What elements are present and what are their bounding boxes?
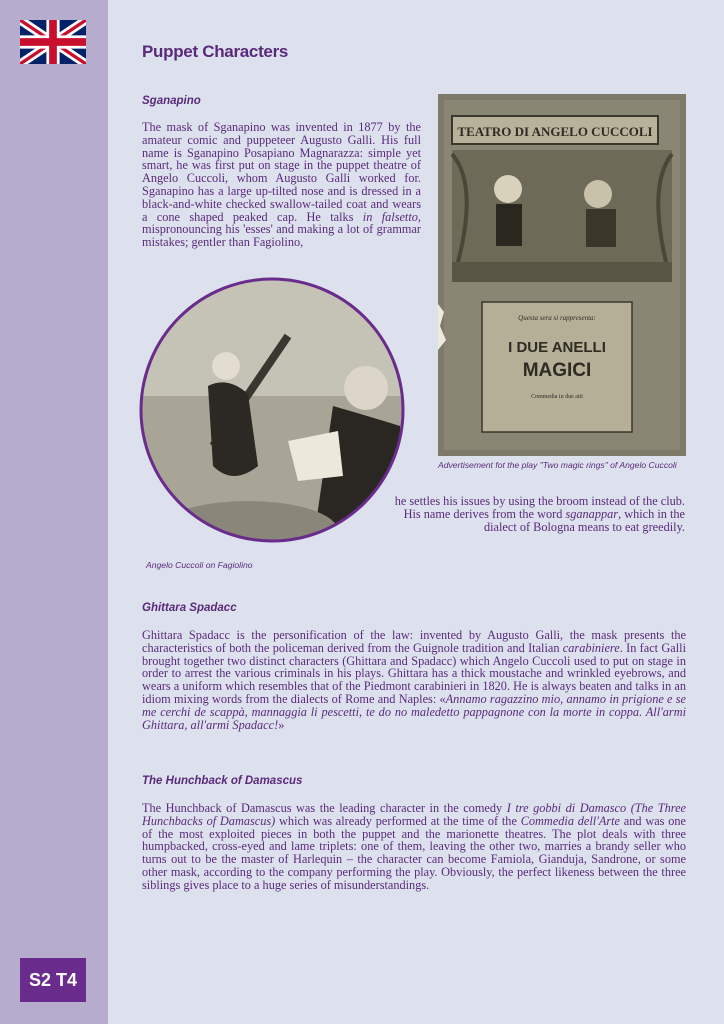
portrait-image [138, 276, 406, 544]
poster-image [438, 94, 686, 456]
poster-small-text: Questa sera si rappresenta: [518, 314, 596, 322]
text: The Hunchback of Damascus was the leading character in the comedy [142, 801, 503, 815]
text: and was one of the most exploited pieces in both the puppet and the marionette theatres. The plot deals with three humpbacked, cross-eyed and lame triplets: one of them, leaving the other two, marries a brandy seller who turns out to be the master of Harlequin – the character can become Famiola, Gianduja, Sandrone, or some other mask, according to the company performing the play. Obviously, the perfect likeness between the three siblings gives place to a huge series of misunderstandings. [142, 813, 687, 892]
heading-sganapino: Sganapino [142, 95, 201, 107]
heading-ghittara: Ghittara Spadacc [142, 602, 237, 614]
text: . In fact Galli brought together two distinct characters (Ghittara and Spadacc) which Angelo Cuccoli used to put on stage in order to arrest the various criminals in his plays. Ghittara has a thick moustache and wrinkled eyebrows, and wears a uniform which resembles that of the Piedmont carabinieri in 1820. He is always beaten and talks in an idiom mixing words from the dialects of Rome and Naples: « [142, 640, 686, 706]
italic-text: in falsetto [362, 209, 418, 224]
text: Ghittara Spadacc is the personification of the law: invented by Augusto Galli, the mask presents the characteristics of both the policeman derived from the Guignole tradition and Italian [142, 628, 686, 655]
text: , mispronouncing his 'esses' and making a lot of grammar mistakes; gentler than Fagiolino, [142, 209, 421, 250]
poster-play-line2: MAGICI [522, 360, 592, 381]
portrait-caption: Angelo Cuccoli on Fagiolino [146, 560, 253, 570]
text: he settles his issues by using the broom instead of the club. His name derives from the word [394, 494, 685, 521]
italic-text: sganappar [565, 506, 619, 521]
paragraph-sganapino-1 [142, 121, 421, 249]
text: » [278, 717, 285, 732]
section-badge: S2 T4 [20, 958, 86, 1002]
text: The mask of Sganapino was invented in 1877 by the amateur comic and puppeteer Augusto Galli. His full name is Sganapino Posapiano Magnarazza: simple yet smart, he was first put on stage in the puppet theatre of Angelo Cuccoli, whom Augusto Galli worked for. Sganapino has a large up-tilted nose and is dressed in a black-and-white checked swallow-tailed coat and wears a cone shaped peaked cap. He talks [142, 120, 421, 224]
paragraph-ghittara [142, 629, 686, 731]
poster-play-line1: I DUE ANELLI [508, 339, 606, 356]
italic-text: Annamo ragazzino mio, annamo in prigione e se me cerchi de scappà, mannaggia li pescetti, te do no maledetto pappagnone con la morte in coppa. All'armi Ghittara, all'armi Spadacc! [142, 691, 686, 732]
poster-sub-text: Commedia in due atti [531, 394, 583, 400]
heading-hunchback: The Hunchback of Damascus [142, 775, 303, 787]
page-title: Puppet Characters [142, 42, 289, 61]
uk-flag-icon [20, 20, 86, 64]
italic-text: Commedia dell'Arte [520, 813, 621, 828]
sidebar [0, 0, 108, 1024]
text: which was already performed at the time of the [275, 813, 517, 828]
paragraph-hunchback [142, 802, 686, 892]
italic-text: I tre gobbi di Damasco (The Three Hunchbacks of Damascus) [142, 801, 687, 828]
italic-text: carabiniere [562, 640, 620, 655]
poster-caption: Advertisement fot the play "Two magic rings" of Angelo Cuccoli [438, 460, 677, 470]
text: , which in the dialect of Bologna means to eat greedily. [483, 506, 685, 534]
paragraph-sganapino-2 [376, 495, 685, 533]
poster-header-text: TEATRO DI ANGELO CUCCOLI [457, 124, 653, 139]
